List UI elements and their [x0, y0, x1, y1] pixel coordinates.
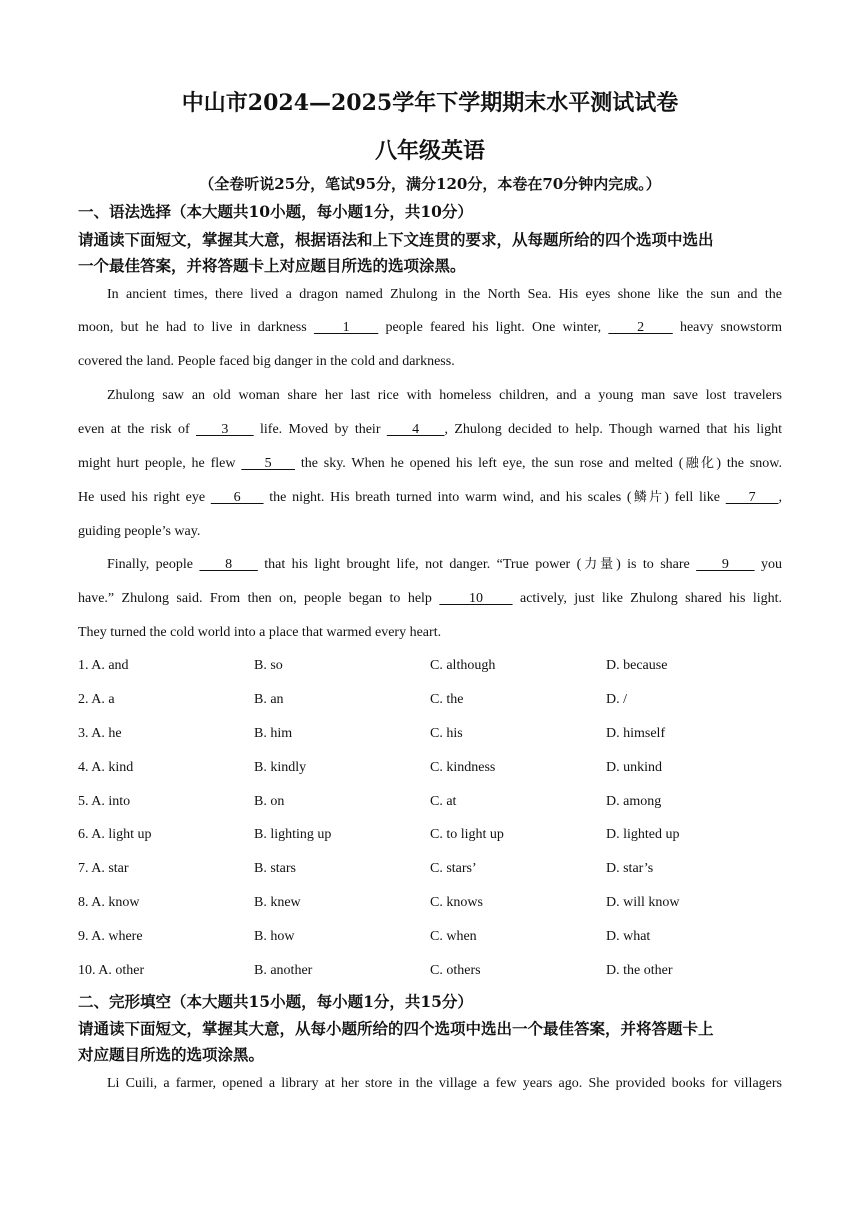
option-d[interactable]: D. because	[606, 658, 668, 673]
option-b[interactable]: B. on	[254, 794, 285, 809]
option-b[interactable]: B. another	[254, 963, 313, 978]
question-1	[78, 656, 782, 676]
option-c[interactable]: C. stars’	[430, 861, 477, 876]
option-a[interactable]: 6. A. light up	[78, 827, 152, 842]
blank-7[interactable]: 7	[725, 490, 779, 505]
section1-heading: 一、语法选择（本大题共10小题，每小题1分，共10分）	[78, 202, 473, 221]
passage-line: Zhulong saw an old woman share her last rice with homeless children, and a young man save lost travelers	[107, 388, 782, 403]
passage-line: He used his right eye 6 the night. His breath turned into warm wind, and his scales (鳞片) fell like 7 ,	[78, 490, 783, 505]
exam-subject: 八年级英语	[374, 138, 485, 164]
passage-line: They turned the cold world into a place that warmed every heart.	[78, 625, 442, 640]
option-c[interactable]: C. at	[430, 794, 457, 809]
gloss-melt: 融化	[683, 456, 717, 471]
blank-9[interactable]: 9	[696, 557, 755, 572]
option-c[interactable]: C. the	[430, 692, 464, 707]
option-c[interactable]: C. although	[430, 658, 496, 673]
gloss-power: 力量	[581, 557, 617, 572]
option-a[interactable]: 8. A. know	[78, 895, 140, 910]
question-2	[78, 690, 782, 710]
option-d[interactable]: D. himself	[606, 726, 666, 741]
option-a[interactable]: 1. A. and	[78, 658, 129, 673]
option-b[interactable]: B. kindly	[254, 760, 307, 775]
option-c[interactable]: C. to light up	[430, 827, 504, 842]
blank-6[interactable]: 6	[210, 490, 264, 505]
section1-instruction-line1: 请通读下面短文，掌握其大意，根据语法和上下文连贯的要求，从每题所给的四个选项中选出	[78, 230, 714, 249]
option-b[interactable]: B. stars	[254, 861, 296, 876]
question-7	[78, 859, 782, 879]
option-a[interactable]: 5. A. into	[78, 794, 131, 809]
passage-line: covered the land. People faced big danger in the cold and darkness.	[78, 354, 455, 369]
passage-line: guiding people’s way.	[78, 524, 201, 539]
passage-line: moon, but he had to live in darkness 1 people feared his light. One winter, 2 heavy snowstorm	[78, 320, 783, 335]
blank-4[interactable]: 4	[386, 422, 445, 437]
option-b[interactable]: B. knew	[254, 895, 301, 910]
blank-5[interactable]: 5	[241, 456, 295, 471]
section2-heading: 二、完形填空（本大题共15小题，每小题1分，共15分）	[78, 992, 473, 1011]
blank-2[interactable]: 2	[608, 320, 673, 335]
blank-3[interactable]: 3	[195, 422, 254, 437]
option-d[interactable]: D. will know	[606, 895, 680, 910]
option-a[interactable]: 3. A. he	[78, 726, 122, 741]
question-3	[78, 724, 782, 744]
blank-10[interactable]: 10	[439, 591, 513, 606]
option-c[interactable]: C. knows	[430, 895, 483, 910]
passage-line: even at the risk of 3 life. Moved by their 4 , Zhulong decided to help. Though warned that his light	[78, 422, 783, 437]
option-c[interactable]: C. kindness	[430, 760, 496, 775]
blank-1[interactable]: 1	[313, 320, 379, 335]
option-b[interactable]: B. how	[254, 929, 295, 944]
question-6	[78, 825, 782, 845]
question-8	[78, 893, 782, 913]
section2-instruction-line1: 请通读下面短文，掌握其大意，从每小题所给的四个选项中选出一个最佳答案，并将答题卡上	[78, 1019, 714, 1038]
option-a[interactable]: 4. A. kind	[78, 760, 134, 775]
question-4	[78, 758, 782, 778]
option-d[interactable]: D. the other	[606, 963, 673, 978]
question-9	[78, 927, 782, 947]
passage-line: might hurt people, he flew 5 the sky. When he opened his left eye, the sun rose and melted (融化) the snow.	[78, 456, 782, 471]
question-10	[78, 961, 782, 981]
blank-8[interactable]: 8	[199, 557, 258, 572]
exam-title: 中山市2024—2025学年下学期期末水平测试试卷	[181, 90, 679, 116]
passage-line: have.” Zhulong said. From then on, people began to help 10 actively, just like Zhulong shared his light.	[78, 591, 783, 606]
option-c[interactable]: C. his	[430, 726, 463, 741]
option-c[interactable]: C. others	[430, 963, 481, 978]
option-d[interactable]: D. what	[606, 929, 651, 944]
option-a[interactable]: 7. A. star	[78, 861, 129, 876]
option-d[interactable]: D. among	[606, 794, 662, 809]
question-5	[78, 792, 782, 812]
option-c[interactable]: C. when	[430, 929, 477, 944]
option-a[interactable]: 9. A. where	[78, 929, 143, 944]
option-b[interactable]: B. so	[254, 658, 283, 673]
exam-note: （全卷听说25分，笔试95分，满分120分，本卷在70分钟内完成。）	[199, 175, 661, 193]
passage-line: In ancient times, there lived a dragon named Zhulong in the North Sea. His eyes shone like the sun and the	[107, 287, 782, 302]
option-a[interactable]: 2. A. a	[78, 692, 115, 707]
option-d[interactable]: D. unkind	[606, 760, 662, 775]
option-b[interactable]: B. him	[254, 726, 293, 741]
option-a[interactable]: 10. A. other	[78, 963, 145, 978]
option-b[interactable]: B. an	[254, 692, 284, 707]
option-d[interactable]: D. star’s	[606, 861, 654, 876]
section1-instruction-line2: 一个最佳答案，并将答题卡上对应题目所选的选项涂黑。	[78, 256, 466, 275]
option-d[interactable]: D. lighted up	[606, 827, 680, 842]
gloss-scales: 鳞片	[631, 490, 665, 505]
option-b[interactable]: B. lighting up	[254, 827, 332, 842]
passage-line: Finally, people 8 that his light brought life, not danger. “True power (力量) is to share 9 you	[107, 557, 783, 572]
passage2-line: Li Cuili, a farmer, opened a library at her store in the village a few years ago. She provided books for villagers	[107, 1076, 782, 1091]
option-d[interactable]: D. /	[606, 692, 627, 707]
section2-instruction-line2: 对应题目所选的选项涂黑。	[78, 1045, 265, 1064]
